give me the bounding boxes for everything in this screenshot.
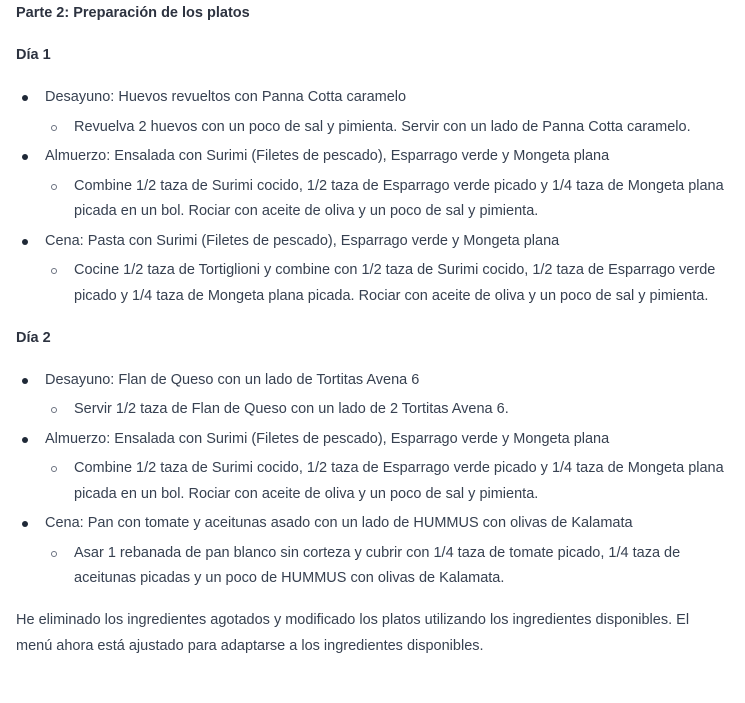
closing-paragraph: He eliminado los ingredientes agotados y modificado los platos utilizando los ingredientes disponibles. El menú ahora está ajustado para adaptarse a los ingredientes disponibles. xyxy=(16,612,690,654)
bullet-disc-icon xyxy=(22,437,28,443)
meal-instructions-list xyxy=(45,397,728,423)
meal-label: Almuerzo: Ensalada con Surimi (Filetes de pescado), Esparrago verde y Mongeta plana xyxy=(45,430,610,447)
meal-instructions-list xyxy=(45,456,728,507)
bullet-circle-icon xyxy=(51,551,57,557)
list-item xyxy=(16,368,728,423)
bullet-disc-icon xyxy=(22,95,28,101)
bullet-circle-icon xyxy=(51,466,57,472)
list-item xyxy=(45,115,728,141)
meal-instructions: Asar 1 rebanada de pan blanco sin corteza y cubrir con 1/4 taza de tomate picado, 1/4 taza de aceitunas picadas y un poco de HUMMUS con olivas de Kalamata. xyxy=(74,544,681,586)
part-title: Parte 2: Preparación de los platos xyxy=(16,5,250,21)
list-item xyxy=(16,85,728,140)
list-item xyxy=(45,258,728,309)
day-1-meal-list xyxy=(16,85,728,309)
bullet-disc-icon xyxy=(22,154,28,160)
meal-label: Desayuno: Huevos revueltos con Panna Cotta caramelo xyxy=(45,89,407,105)
meal-instructions: Combine 1/2 taza de Surimi cocido, 1/2 taza de Esparrago verde picado y 1/4 taza de Mongeta plana picada en un bol. Rociar con aceite de oliva y un poco de sal y pimienta. xyxy=(74,460,724,502)
meal-instructions: Combine 1/2 taza de Surimi cocido, 1/2 taza de Esparrago verde picado y 1/4 taza de Mongeta plana picada en un bol. Rociar con aceite de oliva y un poco de sal y pimienta. xyxy=(74,177,724,219)
meal-instructions-list xyxy=(45,541,728,592)
list-item xyxy=(16,511,728,592)
day-2-meal-list xyxy=(16,368,728,592)
meal-instructions-list xyxy=(45,174,728,225)
chat-response xyxy=(16,1,728,659)
meal-instructions: Servir 1/2 taza de Flan de Queso con un lado de 2 Tortitas Avena 6. xyxy=(74,401,509,417)
day-1-title: Día 1 xyxy=(16,47,51,63)
bullet-disc-icon xyxy=(22,521,28,527)
list-item xyxy=(16,144,728,225)
meal-instructions-list xyxy=(45,258,728,309)
bullet-circle-icon xyxy=(51,125,57,131)
bullet-circle-icon xyxy=(51,407,57,413)
meal-label: Desayuno: Flan de Queso con un lado de Tortitas Avena 6 xyxy=(45,371,420,388)
meal-label: Almuerzo: Ensalada con Surimi (Filetes de pescado), Esparrago verde y Mongeta plana xyxy=(45,148,610,164)
list-item xyxy=(45,174,728,225)
bullet-disc-icon xyxy=(22,378,28,384)
list-item xyxy=(45,397,728,423)
bullet-disc-icon xyxy=(22,239,28,245)
day-2-title: Día 2 xyxy=(16,329,51,346)
meal-label: Cena: Pasta con Surimi (Filetes de pescado), Esparrago verde y Mongeta plana xyxy=(45,232,560,249)
bullet-circle-icon xyxy=(51,268,57,274)
list-item xyxy=(16,427,728,508)
list-item xyxy=(16,229,728,310)
meal-instructions-list xyxy=(45,115,728,141)
bullet-circle-icon xyxy=(51,184,57,190)
meal-label: Cena: Pan con tomate y aceitunas asado con un lado de HUMMUS con olivas de Kalamata xyxy=(45,515,633,531)
meal-instructions: Cocine 1/2 taza de Tortiglioni y combine con 1/2 taza de Surimi cocido, 1/2 taza de Esparrago verde picado y 1/4 taza de Mongeta plana picada. Rociar con aceite de oliva y un poco de sal y pimienta. xyxy=(74,262,716,304)
meal-instructions: Revuelva 2 huevos con un poco de sal y pimienta. Servir con un lado de Panna Cotta caramelo. xyxy=(74,118,691,135)
list-item xyxy=(45,456,728,507)
list-item xyxy=(45,541,728,592)
